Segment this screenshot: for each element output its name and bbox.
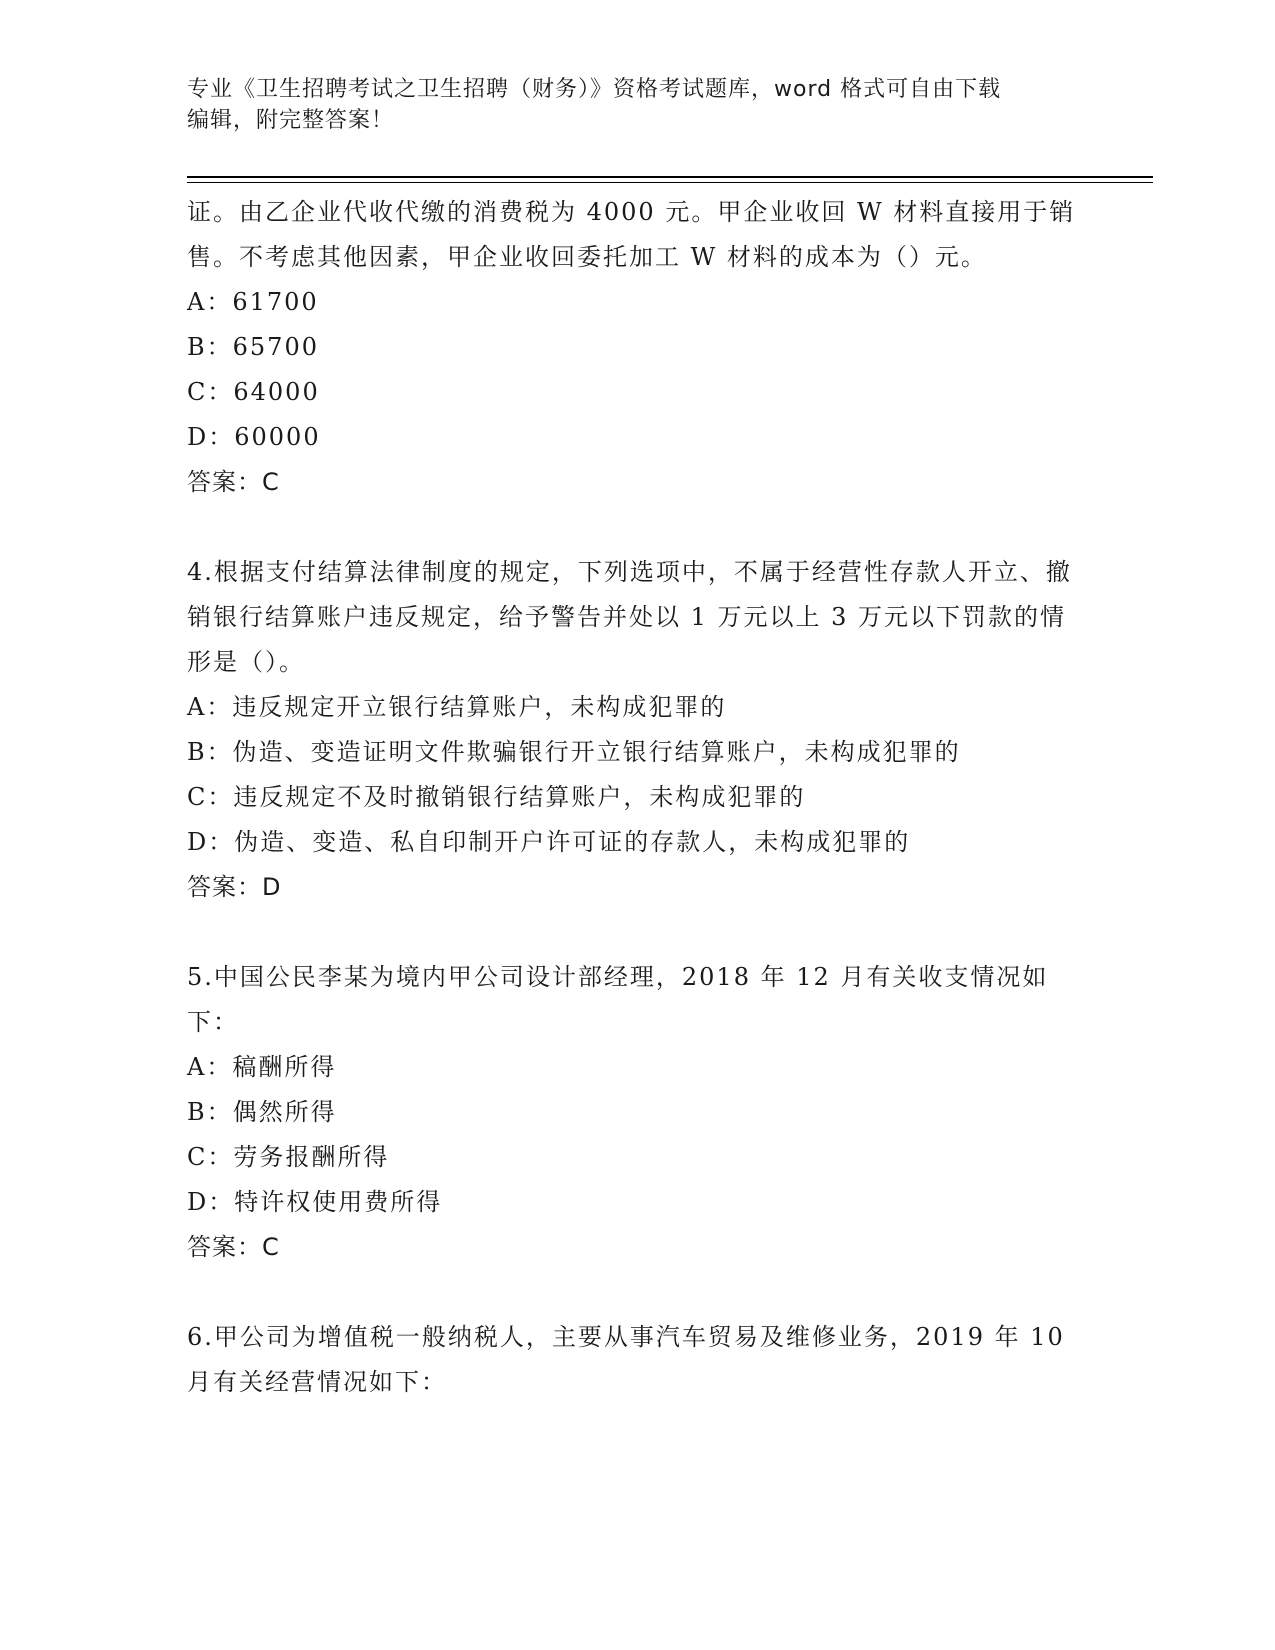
- question-4-option-a: A：违反规定开立银行结算账户，未构成犯罪的: [187, 693, 727, 721]
- header-line-1: 专业《卫生招聘考试之卫生招聘（财务）》资格考试题库，word 格式可自由下载: [187, 77, 1002, 102]
- header-divider-thick: [187, 176, 1153, 178]
- question-6-text: 6.甲公司为增值税一般纳税人，主要从事汽车贸易及维修业务，2019 年 10 月有关经营情况如下：: [187, 1323, 1065, 1396]
- question-3-option-c: C：64000: [187, 378, 320, 406]
- spacer: [187, 505, 1087, 550]
- spacer: [187, 1270, 1087, 1315]
- question-5: [187, 955, 1087, 1270]
- header-line-2: 编辑，附完整答案！: [187, 108, 395, 133]
- question-3-option-a: A：61700: [187, 288, 319, 316]
- question-4: [187, 550, 1087, 910]
- question-5-option-a: A：稿酬所得: [187, 1053, 337, 1081]
- question-4-option-d: D：伪造、变造、私自印制开户许可证的存款人，未构成犯罪的: [187, 828, 911, 856]
- spacer: [187, 910, 1087, 955]
- question-5-text: 5.中国公民李某为境内甲公司设计部经理，2018 年 12 月有关收支情况如下：: [187, 963, 1049, 1036]
- question-5-option-b: B：偶然所得: [187, 1098, 337, 1126]
- question-3-option-d: D：60000: [187, 423, 321, 451]
- question-5-option-d: D：特许权使用费所得: [187, 1188, 443, 1216]
- document-header: [187, 74, 1087, 136]
- header-divider-thin: [187, 182, 1153, 183]
- question-6: [187, 1315, 1087, 1405]
- question-4-answer: 答案：D: [187, 873, 282, 901]
- question-4-option-c: C：违反规定不及时撤销银行结算账户，未构成犯罪的: [187, 783, 806, 811]
- document-body: [187, 190, 1087, 1405]
- question-4-text: 4.根据支付结算法律制度的规定，下列选项中，不属于经营性存款人开立、撤销银行结算账户违反规定，给予警告并处以 1 万元以上 3 万元以下罚款的情形是（）。: [187, 558, 1072, 676]
- question-3-option-b: B：65700: [187, 333, 319, 361]
- question-3-answer: 答案：C: [187, 468, 280, 496]
- question-5-option-c: C：劳务报酬所得: [187, 1143, 390, 1171]
- question-5-answer: 答案：C: [187, 1233, 280, 1261]
- question-4-option-b: B：伪造、变造证明文件欺骗银行开立银行结算账户，未构成犯罪的: [187, 738, 961, 766]
- question-3: [187, 190, 1087, 505]
- question-3-text: 证。由乙企业代收代缴的消费税为 4000 元。甲企业收回 W 材料直接用于销售。不考虑其他因素，甲企业收回委托加工 W 材料的成本为（）元。: [187, 198, 1076, 271]
